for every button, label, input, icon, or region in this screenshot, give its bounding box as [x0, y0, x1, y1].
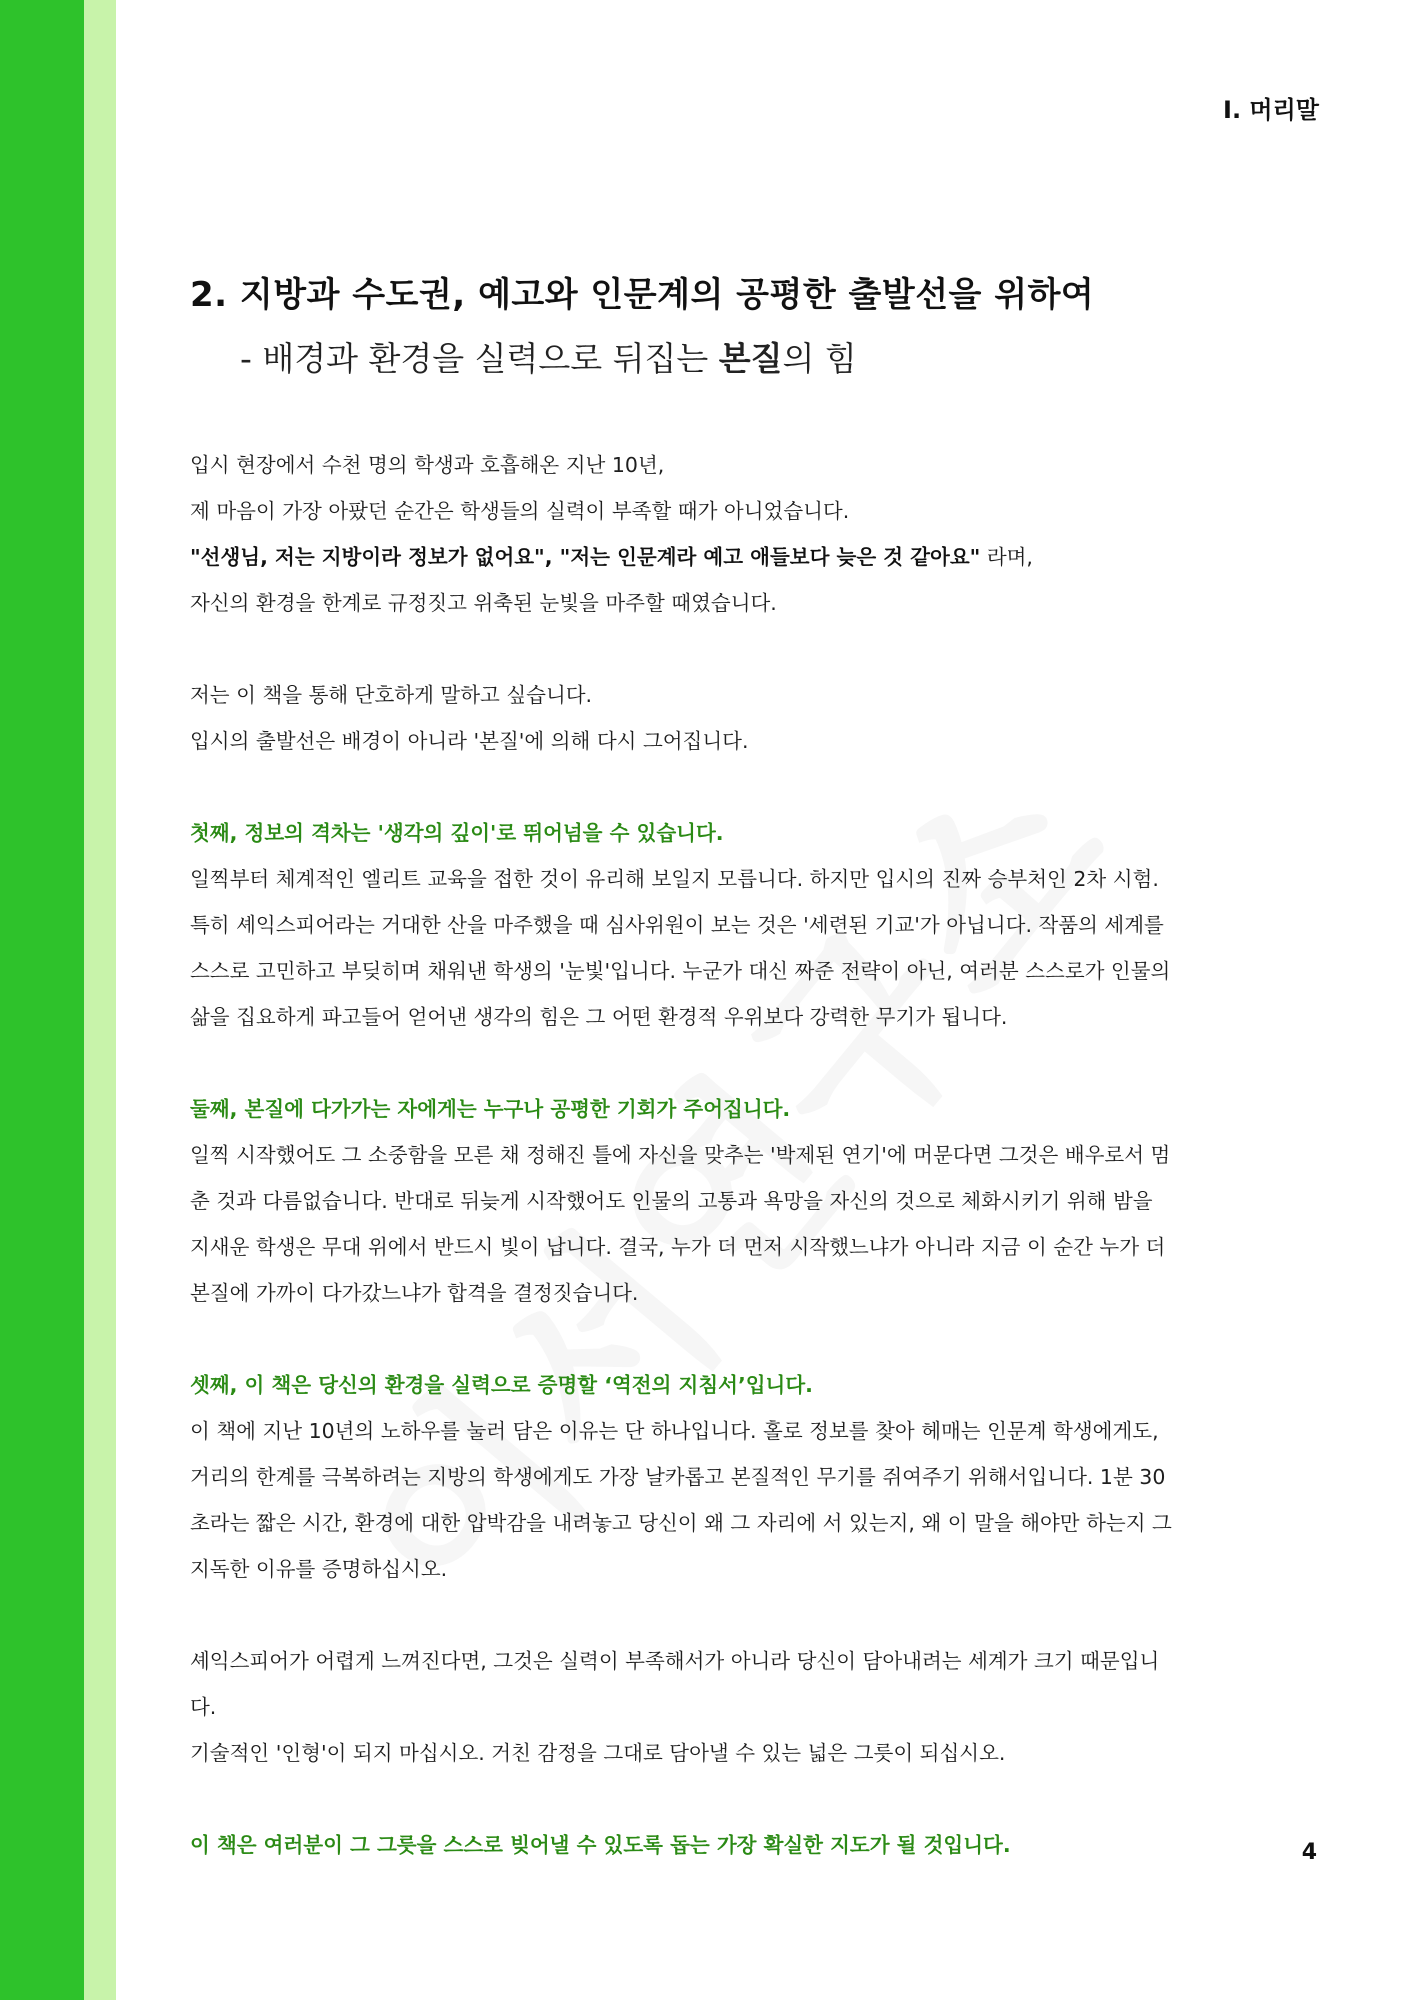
point-2-line: 춘 것과 다름없습니다. 반대로 뒤늦게 시작했어도 인물의 고통과 욕망을 자신의 것으로 체화시키기 위해 밤을	[190, 1189, 1153, 1213]
section-subtitle	[240, 334, 1270, 384]
subtitle-emphasis: 본질	[718, 339, 783, 378]
intro-quote-line	[190, 534, 1270, 580]
point-1-line: 특히 셰익스피어라는 거대한 산을 마주했을 때 심사위원이 보는 것은 '세련된 기교'가 아닙니다. 작품의 세계를	[190, 913, 1164, 937]
point-1-line: 일찍부터 체계적인 엘리트 교육을 접한 것이 유리해 보일지 모릅니다. 하지만 입시의 진짜 승부처인 2차 시험.	[190, 867, 1159, 891]
point-heading-3: 셋째, 이 책은 당신의 환경을 실력으로 증명할 ‘역전의 지침서’입니다.	[190, 1373, 813, 1397]
closing-line: 기술적인 '인형'이 되지 마십시오. 거친 감정을 그대로 담아낼 수 있는 넓은 그릇이 되십시오.	[190, 1741, 1006, 1765]
statement-line: 저는 이 책을 통해 단호하게 말하고 싶습니다.	[190, 683, 593, 707]
point-2-line: 일찍 시작했어도 그 소중함을 모른 채 정해진 틀에 자신을 맞추는 '박제된 연기'에 머문다면 그것은 배우로서 멈	[190, 1143, 1171, 1167]
point-3-line: 지독한 이유를 증명하십시오.	[190, 1557, 448, 1581]
point-3-line: 거리의 한계를 극복하려는 지방의 학생에게도 가장 날카롭고 본질적인 무기를 쥐여주기 위해서입니다. 1분 30	[190, 1465, 1166, 1489]
point-1-line: 스스로 고민하고 부딪히며 채워낸 학생의 '눈빛'입니다. 누군가 대신 짜준 전략이 아닌, 여러분 스스로가 인물의	[190, 959, 1171, 983]
intro-line: 자신의 환경을 한계로 규정짓고 위축된 눈빛을 마주할 때였습니다.	[190, 591, 777, 615]
subtitle-prefix: - 배경과 환경을 실력으로 뒤집는	[240, 339, 719, 378]
intro-quote-tail: 라며,	[980, 545, 1033, 569]
final-statement: 이 책은 여러분이 그 그릇을 스스로 빚어낼 수 있도록 돕는 가장 확실한 지도가 될 것입니다.	[190, 1833, 1011, 1857]
statement-line: 입시의 출발선은 배경이 아니라 '본질'에 의해 다시 그어집니다.	[190, 729, 749, 753]
subtitle-suffix: 의 힘	[782, 339, 857, 378]
page-number: 4	[1301, 1840, 1317, 1865]
intro-line: 입시 현장에서 수천 명의 학생과 호흡해온 지난 10년,	[190, 453, 665, 477]
left-accent-bar	[0, 0, 84, 2000]
point-1-line: 삶을 집요하게 파고들어 얻어낸 생각의 힘은 그 어떤 환경적 우위보다 강력한 무기가 됩니다.	[190, 1005, 1008, 1029]
point-2-line: 본질에 가까이 다가갔느냐가 합격을 결정짓습니다.	[190, 1281, 639, 1305]
section-title: 2. 지방과 수도권, 예고와 인문계의 공평한 출발선을 위하여	[190, 275, 1095, 315]
point-3-line: 이 책에 지난 10년의 노하우를 눌러 담은 이유는 단 하나입니다. 홀로 정보를 찾아 헤매는 인문계 학생에게도,	[190, 1419, 1159, 1443]
closing-line: 다.	[190, 1695, 217, 1719]
body-text	[190, 442, 1270, 1868]
point-3-line: 초라는 짧은 시간, 환경에 대한 압박감을 내려놓고 당신이 왜 그 자리에 서 있는지, 왜 이 말을 해야만 하는지 그	[190, 1511, 1172, 1535]
intro-line: 제 마음이 가장 아팠던 순간은 학생들의 실력이 부족할 때가 아니었습니다.	[190, 499, 850, 523]
point-heading-1: 첫째, 정보의 격차는 '생각의 깊이'로 뛰어넘을 수 있습니다.	[190, 821, 724, 845]
point-2-line: 지새운 학생은 무대 위에서 반드시 빛이 납니다. 결국, 누가 더 먼저 시작했느냐가 아니라 지금 이 순간 누가 더	[190, 1235, 1166, 1259]
left-accent-bar-light	[84, 0, 116, 2000]
running-header: Ⅰ. 머리말	[1223, 96, 1319, 124]
point-heading-2: 둘째, 본질에 다가가는 자에게는 누구나 공평한 기회가 주어집니다.	[190, 1097, 791, 1121]
intro-quote: "선생님, 저는 지방이라 정보가 없어요", "저는 인문계라 예고 애들보다 늦은 것 같아요"	[190, 545, 981, 569]
closing-line: 셰익스피어가 어렵게 느껴진다면, 그것은 실력이 부족해서가 아니라 당신이 담아내려는 세계가 크기 때문입니	[190, 1649, 1160, 1673]
page-content	[190, 270, 1270, 1868]
